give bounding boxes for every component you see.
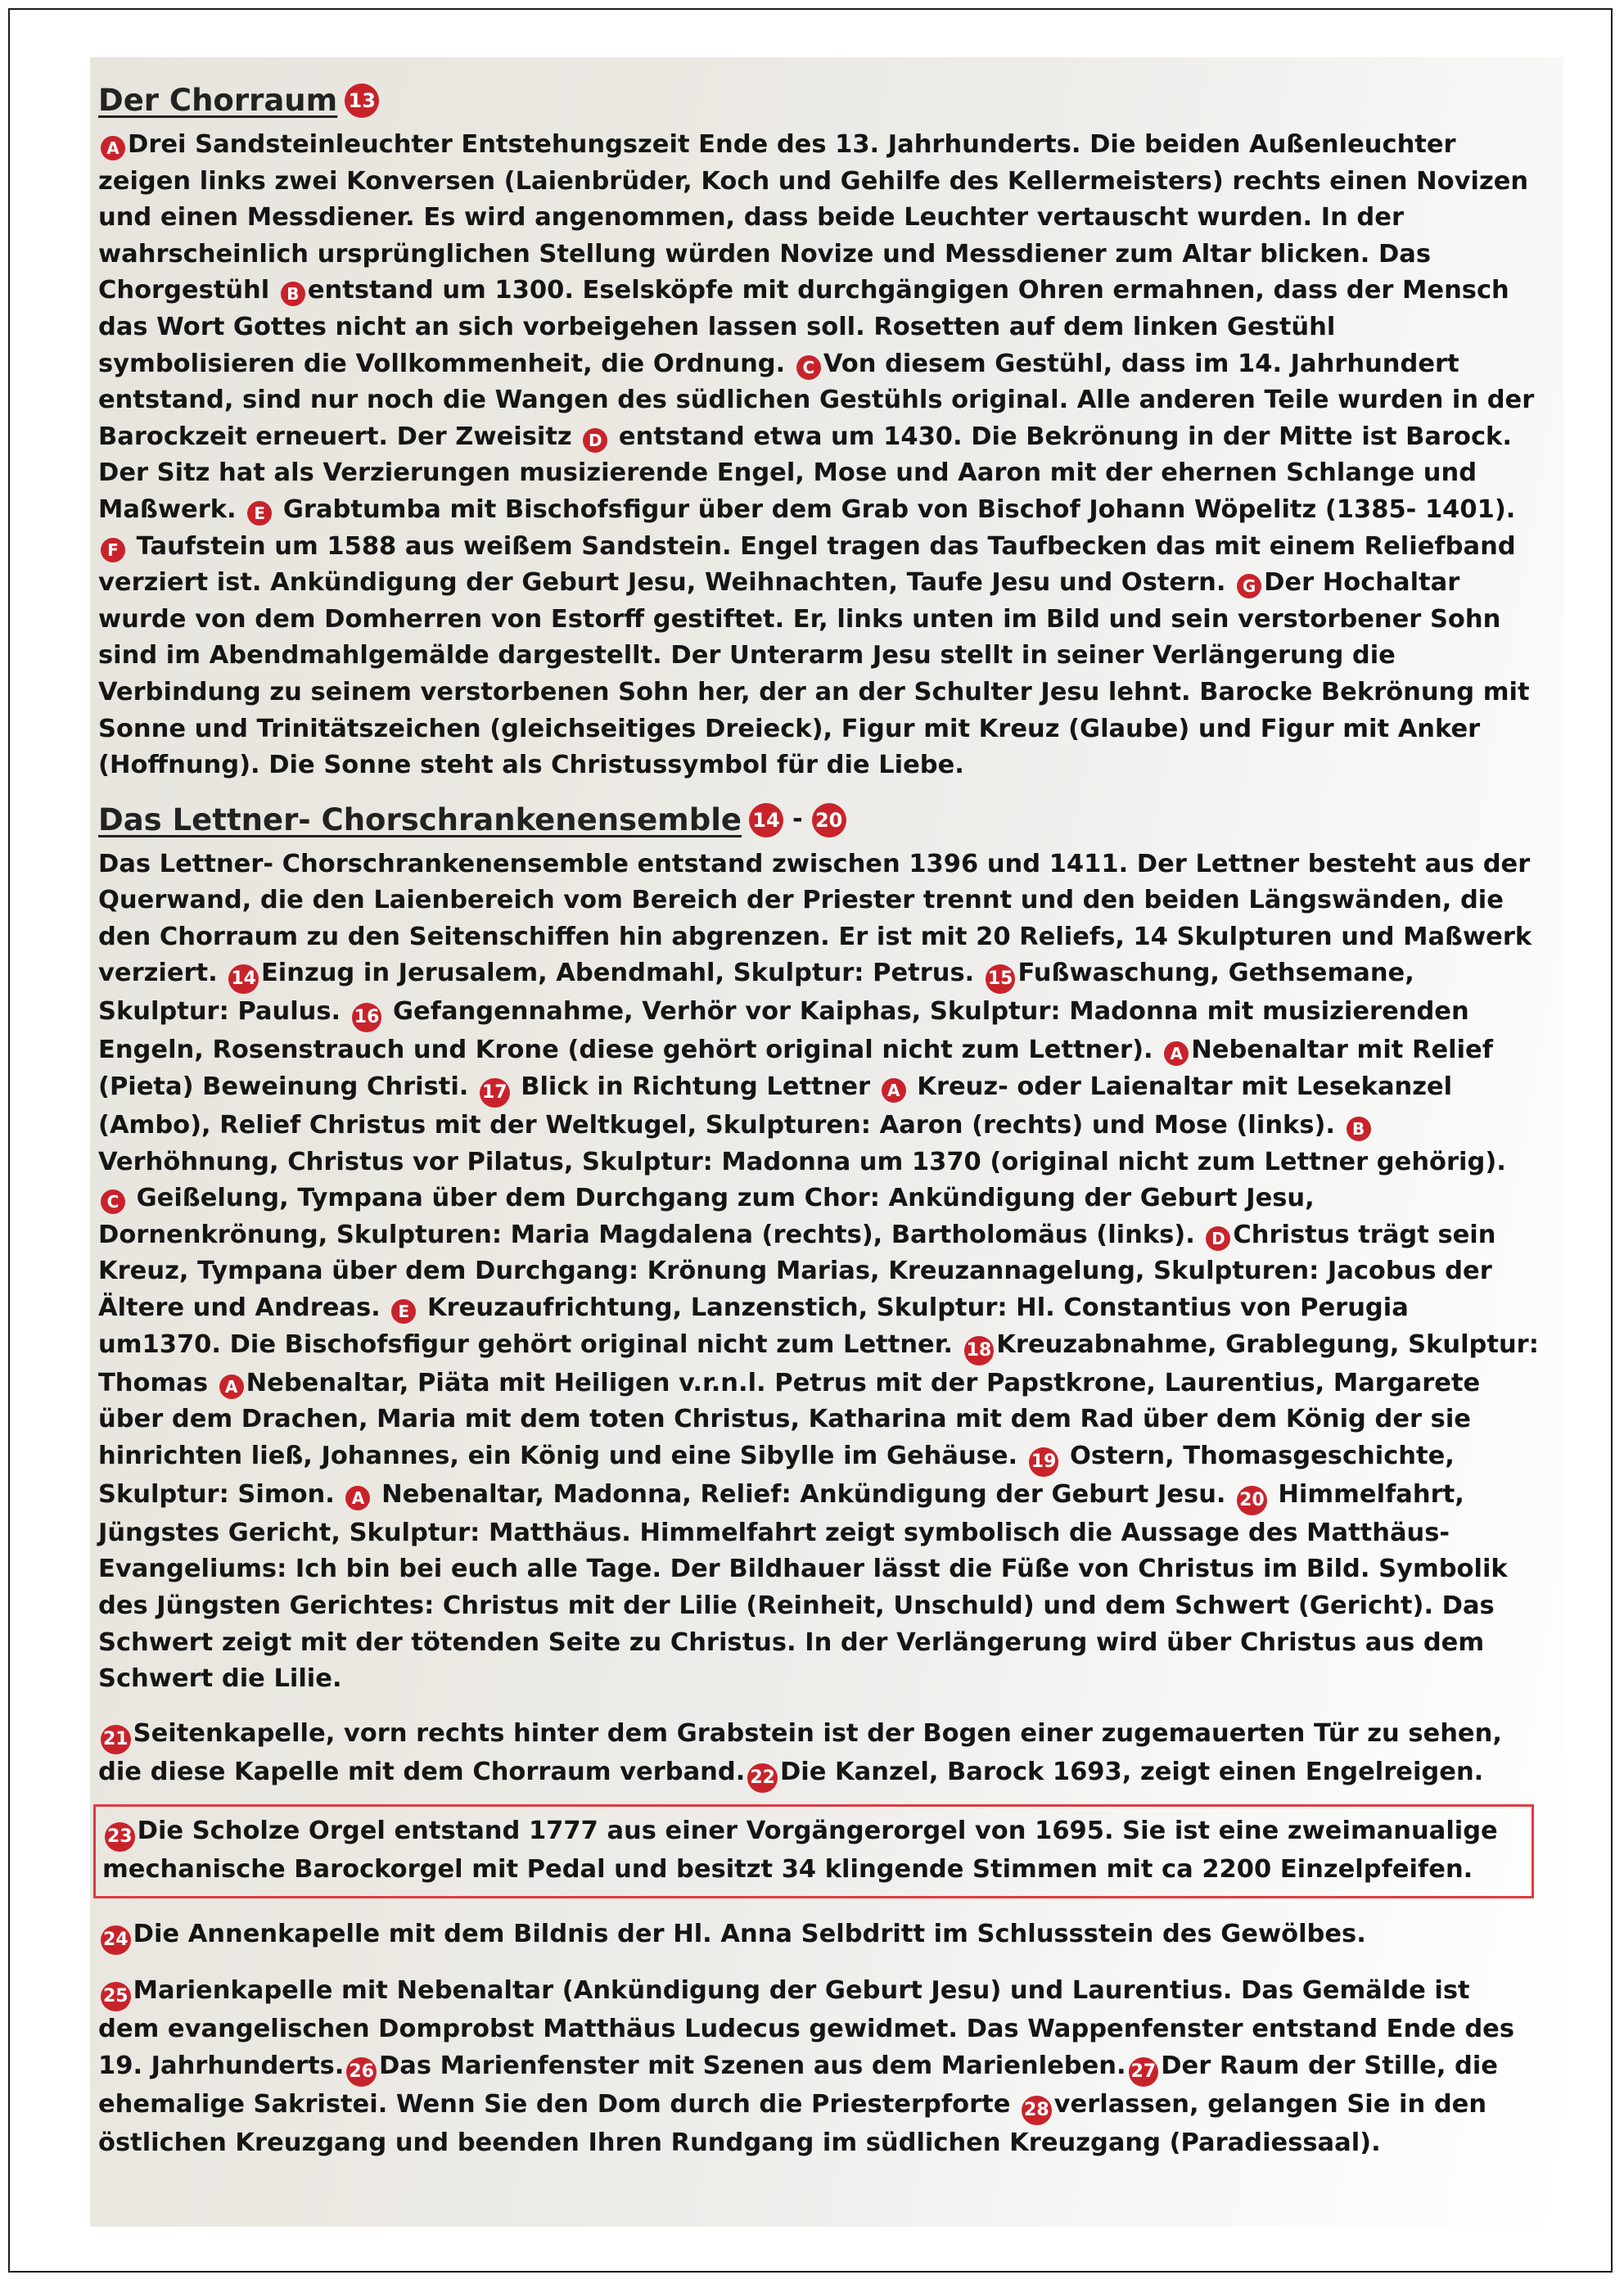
number-badge: 21 — [101, 1725, 131, 1754]
paragraph-orgel — [102, 1813, 1520, 1889]
text-run: Seitenkapelle, vorn rechts hinter dem Grabstein ist der Bogen einer zugemauerten Tür zu sehen, die diese Kapelle mit dem Chorraum verband. — [98, 1718, 1502, 1786]
letter-badge: D — [583, 428, 607, 453]
text-run: Grabtumba mit Bischofsfigur über dem Grab von Bischof Johann Wöpelitz (1385- 1401). — [274, 494, 1516, 524]
number-badge: 14 — [228, 964, 259, 994]
number-badge: 23 — [105, 1822, 135, 1852]
paragraph-chorraum — [98, 127, 1539, 784]
number-badge: 15 — [986, 964, 1016, 994]
paragraph-seitenkapelle — [98, 1716, 1539, 1793]
number-badge: 27 — [1129, 2057, 1159, 2087]
text-run: Gefangennahme, Verhör vor Kaiphas, Skulptur: Madonna mit musizierenden Engeln, Rosenstrauch und Krone (diese gehört original nicht zum Lettner). — [98, 997, 1469, 1065]
text-run: Kreuz- oder Laienaltar mit Lesekanzel (Ambo), Relief Christus mit der Weltkugel, Skulpturen: Aaron (rechts) und Mose (links). — [98, 1072, 1453, 1140]
text-run: Marienkapelle mit Nebenaltar (Ankündigung der Geburt Jesu) und Laurentius. Das Gemälde ist dem evangelischen Domprobst Matthäus Ludecus gewidmet. Das Wappenfenster entstand Ende des 19. Jahrhunderts. — [98, 1976, 1515, 2080]
letter-badge: A — [101, 136, 125, 160]
text-run: Von diesem Gestühl, dass im 14. Jahrhundert entstand, sind nur noch die Wangen des südlichen Gestühls original. Alle anderen Teile wurden in der Barockzeit erneuert. Der Zweisitz — [98, 349, 1535, 451]
text-run: Nebenaltar mit Relief (Pieta) Beweinung Christi. — [98, 1036, 1494, 1102]
text-run: Einzug in Jerusalem, Abendmahl, Skulptur: Petrus. — [260, 959, 983, 988]
number-badge: 19 — [1029, 1447, 1059, 1477]
text-run: Der Hochaltar wurde von dem Domherren von Estorff gestiftet. Er, links unten im Bild und sein verstorbener Sohn sind im Abendmahlgemälde dargestellt. Der Unterarm Jesu stellt in seiner Verlängerung die Verbindung zu seinem verstorbenen Sohn her, der an der Schulter Jesu lehnt. Barocke Bekrönung mit Sonne und Trinitätszeichen (gleichseitiges Dreieck), Figur mit Kreuz (Glaube) und Figur mit Anker (Hoffnung). Die Sonne steht als Christussymbol für die Liebe. — [98, 568, 1530, 780]
text-run: entstand etwa um 1430. Die Bekrönung in der Mitte ist Barock. Der Sitz hat als Verzierungen musizierende Engel, Mose und Aaron mit der ehernen Schlange und Maßwerk. — [98, 422, 1512, 524]
letter-badge: A — [1164, 1041, 1189, 1066]
document-content — [98, 78, 1539, 2162]
text-run: Das Marienfenster mit Szenen aus dem Marienleben. — [378, 2051, 1126, 2080]
section-title-lettner: Das Lettner- Chorschrankenensemble — [98, 801, 742, 837]
text-run: Entstehungszeit Ende des 13. Jahrhunderts. Die beiden Außenleuchter zeigen links zwei Konversen (Laienbrüder, Koch und Gehilfe des Kellermeisters) rechts einen Novizen und einen Messdiener. Es wird angenommen, dass beide Leuchter vertauscht wurden. In der wahrscheinlich ursprünglichen Stellung würden Novize und Messdiener zum Altar blicken. Das Chorgestühl — [98, 130, 1529, 305]
number-badge: 20 — [1237, 1486, 1267, 1515]
letter-badge: B — [1347, 1117, 1371, 1141]
paragraph-lettner — [98, 846, 1539, 1698]
letter-badge: A — [882, 1078, 906, 1103]
letter-badge: B — [281, 282, 305, 306]
letter-badge: A — [345, 1486, 370, 1510]
number-badge: 17 — [480, 1078, 510, 1108]
number-badge: 14 — [749, 803, 783, 837]
number-badge: 26 — [346, 2057, 377, 2087]
text-run: Blick in Richtung Lettner — [512, 1072, 879, 1102]
text-run: Die Kanzel, Barock 1693, zeigt einen Engelreigen. — [779, 1757, 1484, 1786]
letter-badge: C — [101, 1189, 125, 1214]
text-run: Taufstein um 1588 aus weißem Sandstein. Engel tragen das Taufbecken das mit einem Reliefband verziert ist. Ankündigung der Geburt Jesu, Weihnachten, Taufe Jesu und Ostern. — [98, 531, 1516, 598]
text-run: Nebenaltar, Madonna, Relief: Ankündigung der Geburt Jesu. — [372, 1479, 1235, 1509]
text-run: entstand um 1300. Eselsköpfe mit durchgängigen Ohren ermahnen, dass der Mensch das Wort Gottes nicht an sich vorbeigehen lassen soll. Rosetten auf dem linken Gestühl symbolisieren die Vollkommenheit, die Ordnung. — [98, 276, 1509, 378]
text-run: Kreuzabnahme, Grablegung, Skulptur: Thomas — [98, 1329, 1539, 1397]
number-badge: 20 — [812, 803, 846, 837]
letter-badge: F — [101, 538, 125, 562]
text-run: Kreuzaufrichtung, Lanzenstich, Skulptur: Hl. Constantius von Perugia um1370. Die Bischofsfigur gehört original nicht zum Lettner. — [98, 1293, 1409, 1359]
paragraph-annenkapelle — [98, 1916, 1539, 1955]
text-run: Verhöhnung, Christus vor Pilatus, Skulptur: Madonna um 1370 (original nicht zum Lettner gehörig). — [98, 1147, 1506, 1176]
letter-badge: A — [219, 1374, 244, 1399]
number-badge: 13 — [345, 84, 379, 118]
number-badge: 25 — [101, 1982, 131, 2011]
text-run: Nebenaltar, Piäta mit Heiligen v.r.n.l. Petrus mit der Papstkrone, Laurentius, Margarete über dem Drachen, Maria mit dem toten Christus, Katharina mit dem Rad über dem König der sie hinrichten ließ, Johannes, ein König und eine Sibylle im Gehäuse. — [98, 1368, 1481, 1470]
text-run: Die Scholze Orgel entstand 1777 aus einer Vorgängerorgel von 1695. Sie ist eine zweimanualige mechanische Barockorgel mit Pedal und besitzt 34 klingende Stimmen mit ca 2200 Einzelpfeifen. — [102, 1816, 1498, 1884]
letter-badge: E — [391, 1299, 416, 1324]
text-run: Die Annenkapelle mit dem Bildnis der Hl. Anna Selbdritt im Schlussstein des Gewölbes. — [133, 1920, 1366, 1949]
number-badge: 18 — [964, 1336, 995, 1365]
text-run: Himmelfahrt, Jüngstes Gericht, Skulptur: Matthäus. Himmelfahrt zeigt symbolisch die Aussage des Matthäus- Evangeliums: Ich bin bei euch alle Tage. Der Bildhauer lässt die Füße von Christus im Bild. Symbolik des Jüngsten Gerichtes: Christus mit der Lilie (Reinheit, Unschuld) und dem Schwert (Gericht). Das Schwert zeigt mit der tötenden Seite zu Christus. In der Verlängerung wird über Christus aus dem Schwert die Lilie. — [98, 1479, 1508, 1694]
text-run: Ostern, Thomasgeschichte, Skulptur: Simon. — [98, 1441, 1455, 1509]
paragraph-marienkapelle — [98, 1973, 1539, 2161]
number-badge: 28 — [1022, 2096, 1052, 2125]
number-badge: 16 — [352, 1003, 382, 1032]
letter-badge: D — [1206, 1226, 1230, 1251]
text-run: Das Lettner- Chorschrankenensemble entstand zwischen 1396 und 1411. Der Lettner besteht aus der Querwand, die den Laienbereich vom Bereich der Priester trennt und den beiden Längswänden, die den Chorraum zu den Seitenschiffen hin abgrenzen. Er ist mit 20 Reliefs, 14 Skulpturen und Maßwerk verziert. — [98, 849, 1532, 988]
highlighted-organ-box — [93, 1804, 1534, 1899]
text-run: Drei Sandsteinleuchter — [128, 130, 462, 159]
section-title-chorraum: Der Chorraum — [98, 83, 338, 118]
text-run: Geißelung, Tympana über dem Durchgang zum Chor: Ankündigung der Geburt Jesu, Dornenkrönung, Skulpturen: Maria Magdalena (rechts), Bartholomäus (links). — [98, 1184, 1315, 1249]
letter-badge: G — [1237, 574, 1261, 598]
number-badge: 24 — [101, 1925, 131, 1955]
section-heading-chorraum — [98, 78, 1539, 124]
letter-badge: C — [796, 355, 821, 380]
badge-range-separator: - — [792, 805, 803, 834]
text-run: verlassen, gelangen Sie in den östlichen Kreuzgang und beenden Ihren Rundgang im südlichen Kreuzgang (Paradiessaal). — [98, 2089, 1487, 2157]
text-run: Fußwaschung, Gethsemane, Skulptur: Paulus. — [98, 959, 1414, 1027]
text-run: Christus trägt sein Kreuz, Tympana über dem Durchgang: Krönung Marias, Kreuzannagelung, Skulpturen: Jacobus der Ältere und Andreas. — [98, 1220, 1496, 1323]
text-run: Der Raum der Stille, die ehemalige Sakristei. Wenn Sie den Dom durch die Priesterpforte — [98, 2051, 1498, 2119]
letter-badge: E — [247, 501, 272, 526]
number-badge: 22 — [747, 1763, 778, 1793]
section-heading-lettner — [98, 797, 1539, 843]
